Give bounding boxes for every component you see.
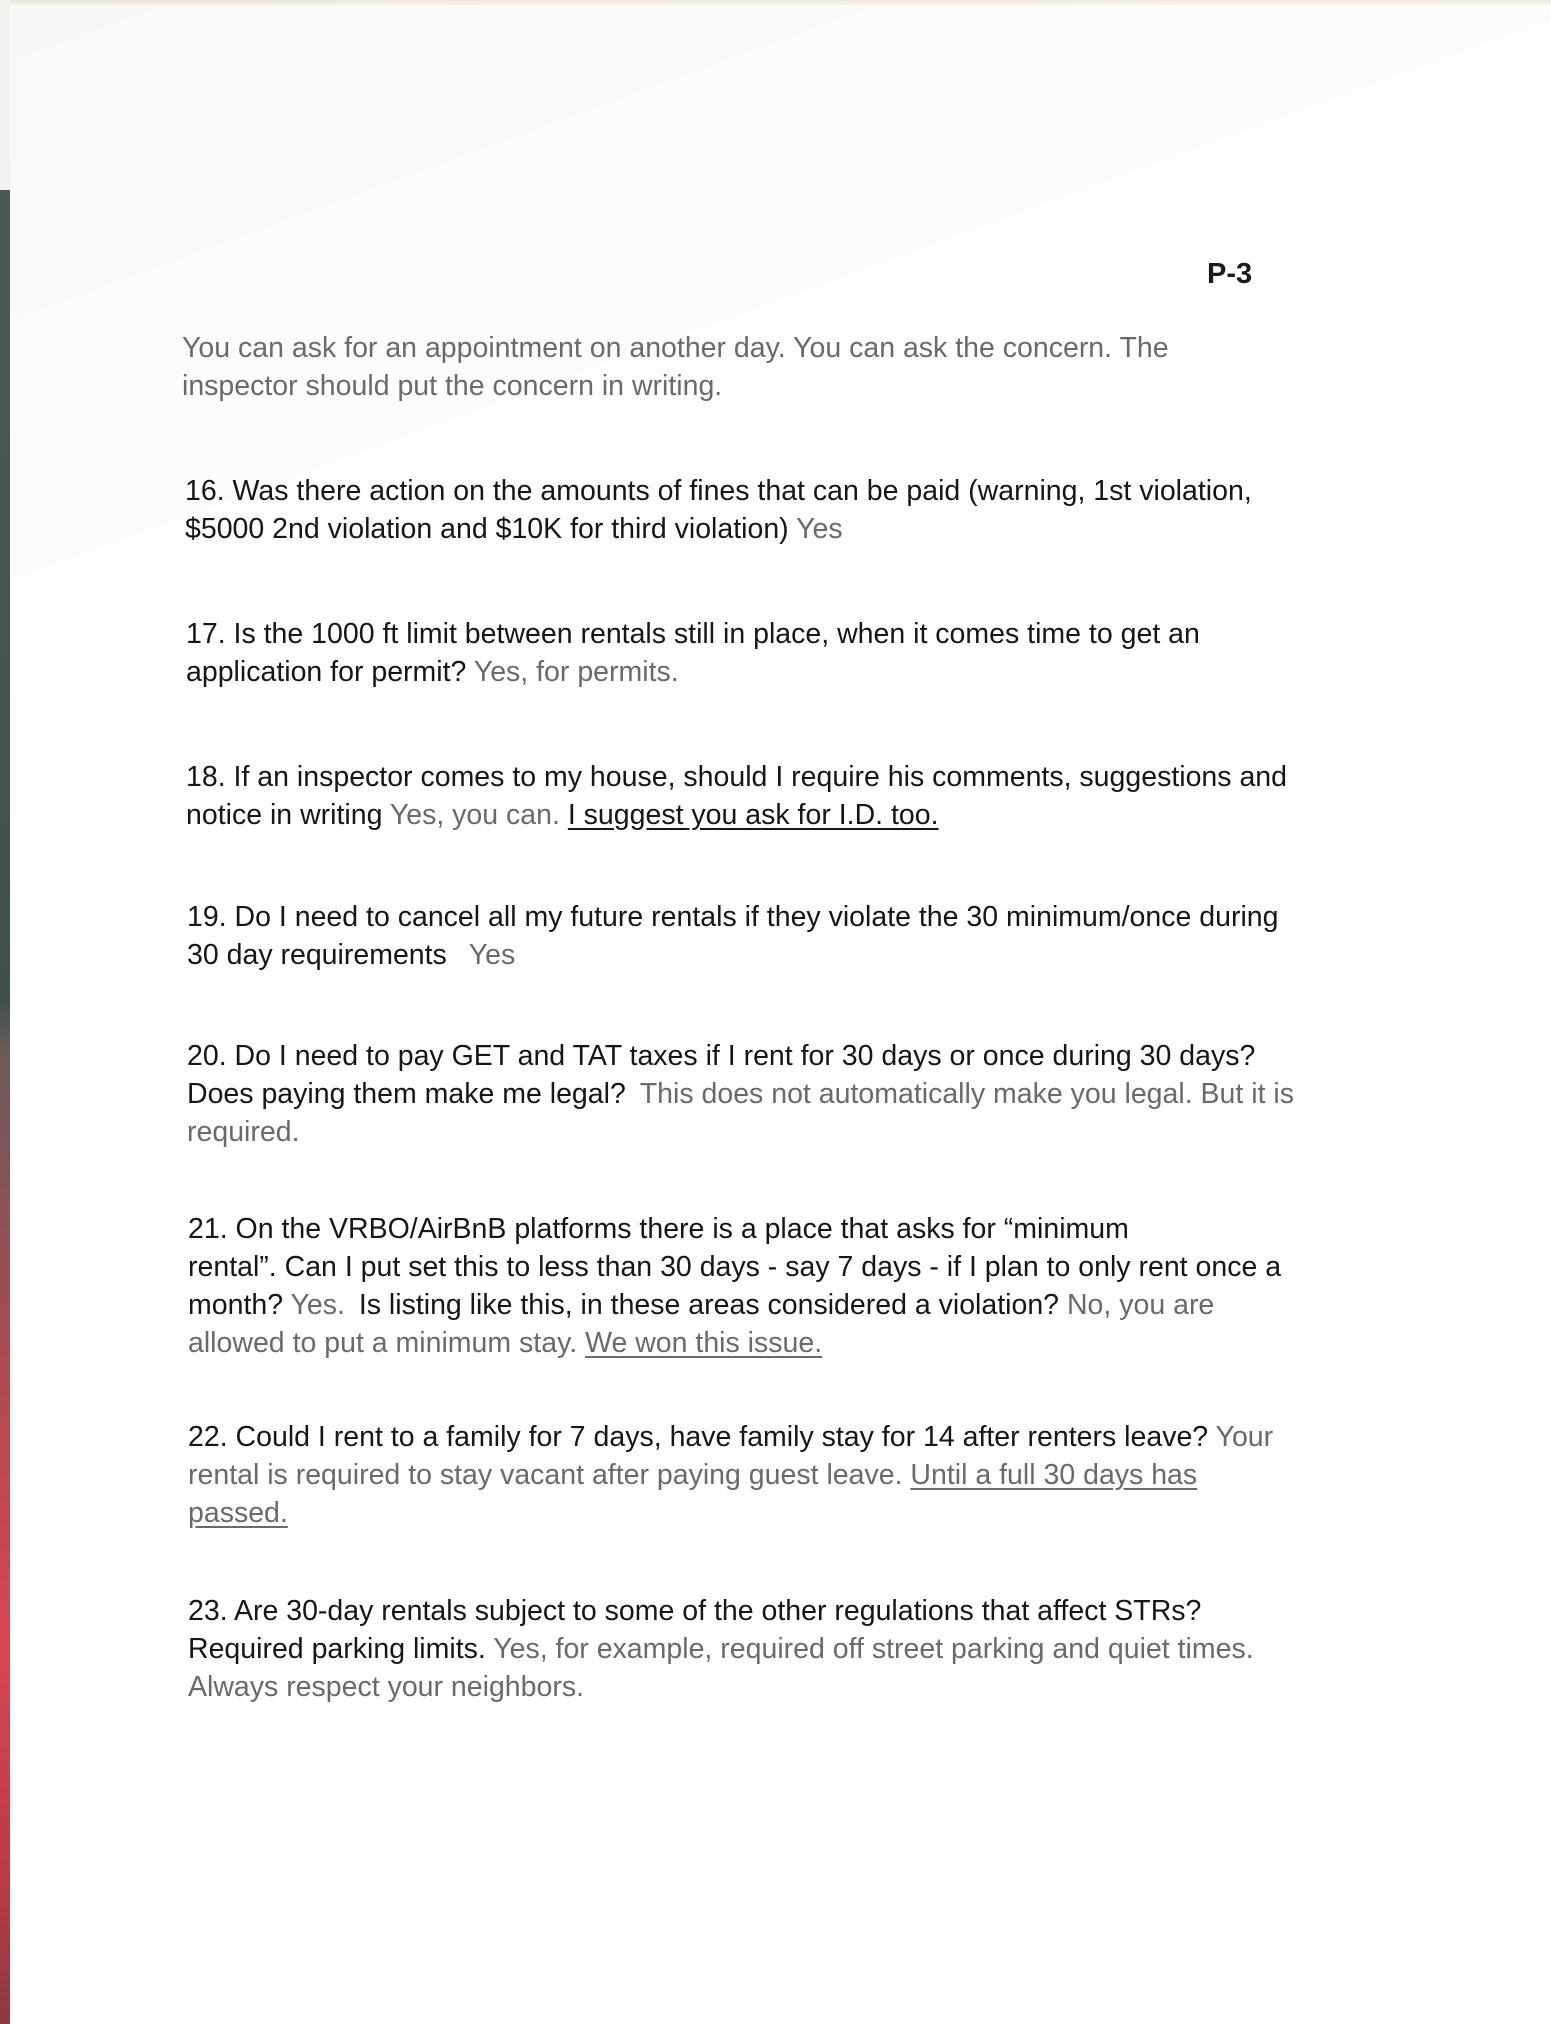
answer-text: allowed to put a minimum stay.	[188, 1327, 578, 1359]
underlined-note: Until a full 30 days has	[910, 1459, 1198, 1491]
question-text: $5000 2nd violation and $10K for third violation)	[185, 513, 789, 545]
intro-line: You can ask for an appointment on another day. You can ask the concern. The	[182, 332, 1169, 364]
question-text: 18. If an inspector comes to my house, should I require his comments, suggestions and	[186, 761, 1287, 793]
question-19	[187, 898, 1427, 974]
answer-text: rental is required to stay vacant after paying guest leave.	[188, 1459, 903, 1491]
question-text: 20. Do I need to pay GET and TAT taxes if I rent for 30 days or once during 30 days?	[187, 1040, 1256, 1072]
answer-text: Yes, for permits.	[473, 656, 679, 688]
question-text: 19. Do I need to cancel all my future rentals if they violate the 30 minimum/once during	[187, 901, 1279, 933]
answer-text: Yes	[796, 513, 843, 545]
question-21	[188, 1210, 1428, 1362]
question-20	[187, 1037, 1427, 1151]
answer-text: Always respect your neighbors.	[188, 1671, 585, 1703]
question-text: notice in writing	[186, 799, 383, 831]
question-16	[185, 472, 1425, 548]
question-22	[188, 1418, 1428, 1532]
question-text: 16. Was there action on the amounts of fines that can be paid (warning, 1st violation,	[185, 475, 1252, 507]
underlined-note: I suggest you ask for I.D. too.	[567, 799, 939, 831]
photo-background-edge	[0, 0, 10, 2024]
question-text: 21. On the VRBO/AirBnB platforms there is a place that asks for “minimum	[188, 1213, 1129, 1245]
question-text: 23. Are 30-day rentals subject to some of the other regulations that affect STRs?	[188, 1595, 1202, 1627]
question-text: 17. Is the 1000 ft limit between rentals still in place, when it comes time to get an	[186, 618, 1200, 650]
answer-text: Yes, you can.	[389, 799, 560, 831]
question-text: Is listing like this, in these areas considered a violation?	[358, 1289, 1060, 1321]
intro-line: inspector should put the concern in writing.	[182, 370, 723, 402]
question-17	[186, 615, 1426, 691]
answer-text: Yes, for example, required off street parking and quiet times.	[493, 1633, 1254, 1665]
answer-text: This does not automatically make you legal. But it is	[639, 1078, 1294, 1110]
answer-text: Yes	[468, 939, 516, 971]
question-text: 30 day requirements	[187, 939, 447, 971]
answer-text: Yes.	[290, 1289, 345, 1321]
question-text: Does paying them make me legal?	[187, 1078, 626, 1110]
question-23	[188, 1592, 1428, 1706]
question-text: application for permit?	[186, 656, 467, 688]
intro-answer	[182, 329, 1422, 405]
question-text: month?	[188, 1289, 284, 1321]
question-text: 22. Could I rent to a family for 7 days, have family stay for 14 after renters leave?	[188, 1421, 1209, 1453]
page-number: P-3	[1207, 258, 1253, 290]
underlined-note: passed.	[188, 1497, 288, 1529]
question-text: .	[477, 1633, 486, 1665]
document-page	[10, 0, 1551, 2024]
underlined-note: We won this issue.	[585, 1327, 823, 1359]
question-text: rental”. Can I put set this to less than 30 days - say 7 days - if I plan to only rent once a	[188, 1251, 1282, 1283]
answer-text: No, you are	[1066, 1289, 1215, 1321]
answer-text: required.	[187, 1116, 300, 1148]
answer-text: Your	[1215, 1421, 1274, 1453]
question-text: Required parking limits	[188, 1633, 478, 1665]
question-18	[186, 758, 1426, 834]
